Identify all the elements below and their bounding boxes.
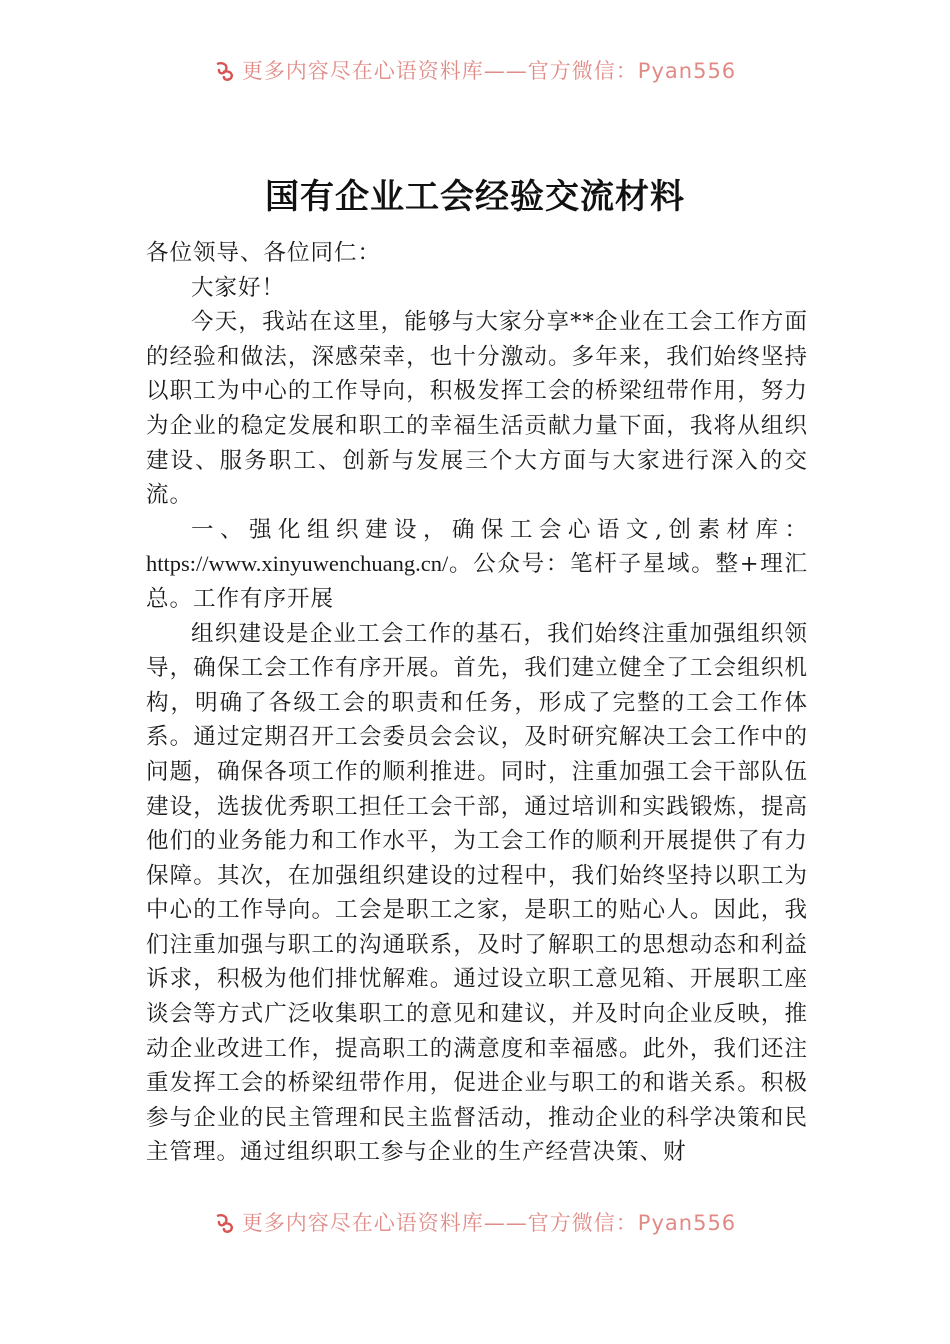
watermark-text: 更多内容尽在心语资料库——官方微信：Pyan556	[241, 59, 737, 83]
paragraph-1: 组织建设是企业工会工作的基石，我们始终注重加强组织领导，确保工会工作有序开展。首先，我们建立健全了工会组织机构，明确了各级工会的职责和任务，形成了完整的工会工作体系。通过定期召开工会委员会会议，及时研究解决工会工作中的问题，确保各项工作的顺利推进。同时，注重加强工会干部队伍建设，选拔优秀职工担任工会干部，通过培训和实践锻炼，提高他们的业务能力和工作水平，为工会工作的顺利开展提供了有力保障。其次，在加强组织建设的过程中，我们始终坚持以职工为中心的工作导向。工会是职工之家，是职工的贴心人。因此，我们注重加强与职工的沟通联系，及时了解职工的思想动态和利益诉求，积极为他们排忧解难。通过设立职工意见箱、开展职工座谈会等方式广泛收集职工的意见和建议，并及时向企业反映，推动企业改进工作，提高职工的满意度和幸福感。此外，我们还注重发挥工会的桥梁纽带作用，促进企业与职工的和谐关系。积极参与企业的民主管理和民主监督活动，推动企业的科学决策和民主管理。通过组织职工参与企业的生产经营决策、财	[146, 620, 808, 1166]
greeting: 大家好！	[191, 274, 286, 301]
document-title: 国有企业工会经验交流材料	[265, 177, 685, 217]
footer-watermark	[0, 1208, 950, 1238]
header-watermark	[0, 56, 950, 86]
source-url-link[interactable]: https://www.xinyuwenchuang.cn/	[146, 551, 449, 577]
brand-logo-icon	[214, 60, 236, 82]
salutation: 各位领导、各位同仁：	[146, 240, 382, 266]
watermark-text: 更多内容尽在心语资料库——官方微信：Pyan556	[241, 1211, 737, 1235]
document-body	[146, 236, 808, 1170]
section-heading-1	[146, 513, 808, 617]
paragraph-intro: 今天，我站在这里，能够与大家分享**企业在工会工作方面的经验和做法，深感荣幸，也十分激动。多年来，我们始终坚持以职工为中心的工作导向，积极发挥工会的桥梁纽带作用，努力为企业的稳定发展和职工的幸福生活贡献力量下面，我将从组织建设、服务职工、创新与发展三个大方面与大家进行深入的交流。	[146, 309, 808, 509]
brand-logo-icon	[214, 1212, 236, 1234]
section-heading-1-text: 一、强化组织建设，确保工会心语文,创素材库：	[191, 516, 808, 543]
section-heading-1-tail: 。公众号：笔杆子星域。整+理汇总。工作有序开展	[146, 551, 808, 612]
